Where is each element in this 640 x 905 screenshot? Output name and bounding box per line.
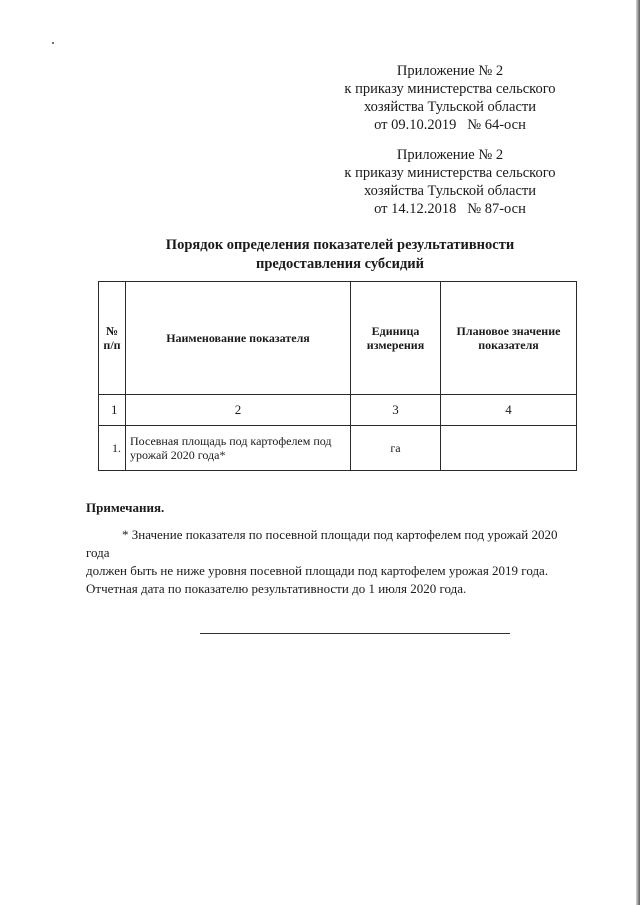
notes-title: Примечания.: [86, 500, 165, 515]
appendix-2-line-3: хозяйства Тульской области: [363, 183, 537, 199]
column-number-4: 4: [441, 395, 577, 426]
appendix-1-line-2: к приказу министерства сельского: [344, 81, 556, 97]
row-1-unit: га: [351, 426, 441, 471]
note-line-1: * Значение показателя по посевной площади под картофелем под урожай 2020 года: [86, 527, 558, 560]
note-line-2: должен быть не ниже уровня посевной площади под картофелем урожая 2019 года.: [86, 563, 549, 578]
title-line-1: Порядок определения показателей результативности: [165, 237, 515, 253]
column-number-3: 3: [351, 395, 441, 426]
scan-speck: [52, 42, 54, 44]
header-planned-value: Плановое значение показателя: [441, 282, 577, 395]
header-number: № п/п: [99, 282, 126, 395]
column-number-1: 1: [99, 395, 126, 426]
row-1-planned-value: [441, 426, 577, 471]
header-indicator-name: Наименование показателя: [126, 282, 351, 395]
appendix-2-line-2: к приказу министерства сельского: [344, 165, 556, 181]
appendix-2-line-1: Приложение № 2: [396, 147, 504, 163]
row-1-indicator: Посевная площадь под картофелем под урожай 2020 года*: [126, 426, 351, 471]
appendix-block-1: [330, 62, 570, 134]
table-header-row: [99, 282, 577, 395]
appendix-2-line-4: от 14.12.2018 № 87-осн: [374, 201, 526, 217]
header-unit: Единица измерения: [351, 282, 441, 395]
appendix-1-line-4: от 09.10.2019 № 64-осн: [374, 117, 526, 133]
notes-text: [86, 526, 581, 598]
row-1-number: 1.: [99, 426, 126, 471]
column-number-2: 2: [126, 395, 351, 426]
appendix-1-line-3: хозяйства Тульской области: [363, 99, 537, 115]
appendix-block-2: [330, 146, 570, 218]
document-title: [100, 236, 580, 274]
indicators-table: [98, 281, 577, 471]
closing-line: [200, 633, 510, 634]
table-row: [99, 426, 577, 471]
appendix-1-line-1: Приложение № 2: [396, 63, 504, 79]
scan-edge: [636, 0, 640, 905]
title-line-2: предоставления субсидий: [255, 256, 424, 272]
table-column-numbers-row: [99, 395, 577, 426]
note-line-3: Отчетная дата по показателю результативности до 1 июля 2020 года.: [86, 581, 467, 596]
